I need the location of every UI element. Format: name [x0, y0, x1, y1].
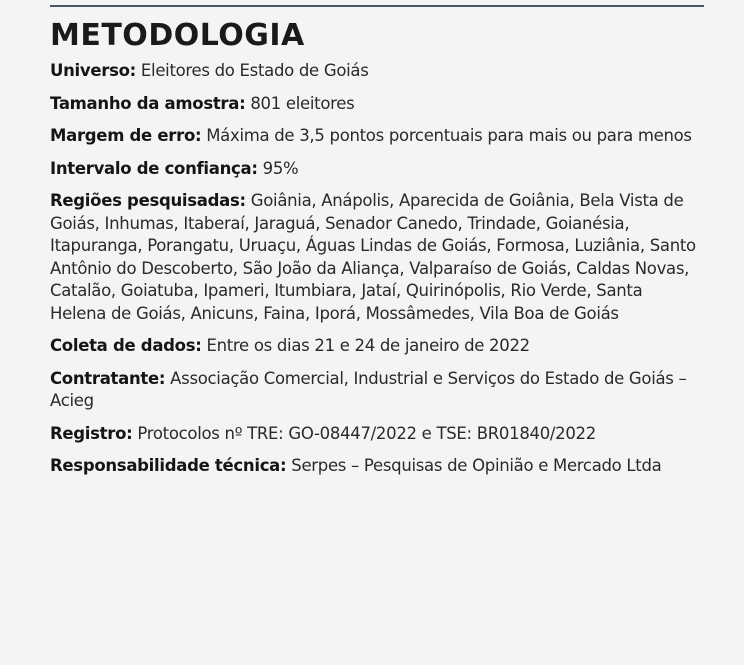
- item-intervalo-confianca: [50, 158, 700, 181]
- item-label: Intervalo de confiança:: [50, 158, 258, 178]
- item-label: Tamanho da amostra:: [50, 93, 246, 113]
- item-label: Margem de erro:: [50, 126, 202, 145]
- item-label: Registro:: [50, 423, 133, 443]
- item-responsabilidade-tecnica: [50, 455, 700, 478]
- item-label: Regiões pesquisadas:: [50, 191, 246, 210]
- item-contratante: [50, 368, 700, 413]
- item-tamanho-amostra: [50, 93, 700, 116]
- item-label: Responsabilidade técnica:: [50, 456, 287, 475]
- item-registro: [50, 423, 700, 446]
- item-value: Protocolos nº TRE: GO-08447/2022 e TSE: BR01840/2022: [137, 423, 596, 443]
- methodology-list: [50, 60, 700, 488]
- item-label: Coleta de dados:: [50, 336, 202, 355]
- item-coleta-dados: [50, 335, 700, 358]
- item-label: Universo:: [50, 61, 136, 80]
- item-value: 95%: [262, 158, 299, 178]
- item-regioes-pesquisadas: [50, 190, 700, 325]
- item-value: Entre os dias 21 e 24 de janeiro de 2022: [206, 336, 530, 355]
- page-title: METODOLOGIA: [50, 18, 305, 53]
- item-value: Eleitores do Estado de Goiás: [140, 61, 369, 80]
- item-universo: [50, 60, 700, 83]
- item-margem-erro: [50, 125, 700, 148]
- item-value: Associação Comercial, Industrial e Serviços do Estado de Goiás – Acieg: [50, 368, 687, 410]
- item-value: Goiânia, Anápolis, Aparecida de Goiânia, Bela Vista de Goiás, Inhumas, Itaberaí, Jaraguá, Senador Canedo, Trindade, Goianésia, Itapuranga, Porangatu, Uruaçu, Águas Lindas de Goiás, Formosa, Luziânia, Santo Antônio do Descoberto, São João da Aliança, Valparaíso de Goiás, Caldas Novas, Catalão, Goiatuba, Ipameri, Itumbiara, Jataí, Quirinópolis, Rio Verde, Santa Helena de Goiás, Anicuns, Faina, Iporá, Mossâmedes, Vila Boa de Goiás: [50, 191, 696, 323]
- item-value: Serpes – Pesquisas de Opinião e Mercado Ltda: [291, 456, 662, 475]
- top-divider: [50, 5, 704, 7]
- item-value: Máxima de 3,5 pontos porcentuais para mais ou para menos: [206, 126, 692, 145]
- item-value: 801 eleitores: [250, 93, 355, 113]
- item-label: Contratante:: [50, 368, 166, 388]
